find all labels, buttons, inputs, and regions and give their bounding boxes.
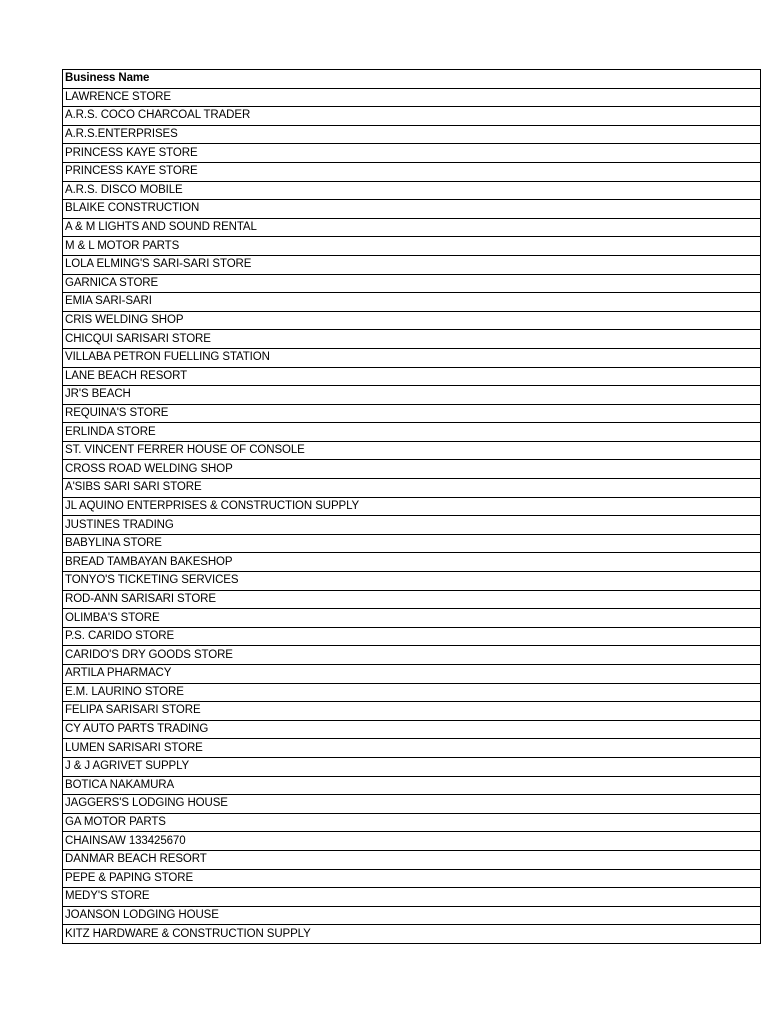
business-name-cell: OLIMBA'S STORE — [63, 609, 761, 628]
table-row — [63, 162, 761, 181]
table-header-row — [63, 70, 761, 89]
business-name-cell: BLAIKE CONSTRUCTION — [63, 200, 761, 219]
business-name-cell: A.R.S. COCO CHARCOAL TRADER — [63, 107, 761, 126]
business-name-cell: KITZ HARDWARE & CONSTRUCTION SUPPLY — [63, 925, 761, 944]
table-row — [63, 348, 761, 367]
business-name-cell: BOTICA NAKAMURA — [63, 776, 761, 795]
table-row — [63, 311, 761, 330]
table-row — [63, 497, 761, 516]
table-row — [63, 516, 761, 535]
table-row — [63, 590, 761, 609]
table-row — [63, 479, 761, 498]
table-row — [63, 665, 761, 684]
business-name-cell: JOANSON LODGING HOUSE — [63, 906, 761, 925]
table-row — [63, 850, 761, 869]
table-row — [63, 441, 761, 460]
business-name-cell: PRINCESS KAYE STORE — [63, 162, 761, 181]
business-name-cell: CARIDO'S DRY GOODS STORE — [63, 646, 761, 665]
table-row — [63, 757, 761, 776]
table-row — [63, 906, 761, 925]
business-name-cell: JL AQUINO ENTERPRISES & CONSTRUCTION SUPPLY — [63, 497, 761, 516]
business-name-cell: ARTILA PHARMACY — [63, 665, 761, 684]
business-name-cell: LUMEN SARISARI STORE — [63, 739, 761, 758]
table-row — [63, 683, 761, 702]
business-name-cell: JR'S BEACH — [63, 386, 761, 405]
table-row — [63, 776, 761, 795]
business-name-cell: TONYO'S TICKETING SERVICES — [63, 572, 761, 591]
table-row — [63, 702, 761, 721]
business-name-cell: LANE BEACH RESORT — [63, 367, 761, 386]
business-name-cell: A'SIBS SARI SARI STORE — [63, 479, 761, 498]
table-row — [63, 386, 761, 405]
business-name-cell: ERLINDA STORE — [63, 423, 761, 442]
business-name-cell: A & M LIGHTS AND SOUND RENTAL — [63, 218, 761, 237]
business-name-cell: CHICQUI SARISARI STORE — [63, 330, 761, 349]
table-row — [63, 534, 761, 553]
table-row — [63, 739, 761, 758]
spreadsheet-page — [62, 69, 761, 944]
table-row — [63, 813, 761, 832]
business-name-cell: JUSTINES TRADING — [63, 516, 761, 535]
table-row — [63, 88, 761, 107]
business-name-cell: CRIS WELDING SHOP — [63, 311, 761, 330]
table-row — [63, 795, 761, 814]
table-row — [63, 646, 761, 665]
business-name-cell: M & L MOTOR PARTS — [63, 237, 761, 256]
business-name-cell: GARNICA STORE — [63, 274, 761, 293]
table-row — [63, 107, 761, 126]
table-row — [63, 423, 761, 442]
table-row — [63, 572, 761, 591]
table-row — [63, 460, 761, 479]
business-name-cell: P.S. CARIDO STORE — [63, 627, 761, 646]
column-header-business-name: Business Name — [63, 70, 761, 89]
business-name-cell: JAGGERS'S LODGING HOUSE — [63, 795, 761, 814]
business-name-cell: ST. VINCENT FERRER HOUSE OF CONSOLE — [63, 441, 761, 460]
business-name-cell: PRINCESS KAYE STORE — [63, 144, 761, 163]
table-row — [63, 553, 761, 572]
business-name-cell: EMIA SARI-SARI — [63, 293, 761, 312]
table-row — [63, 125, 761, 144]
table-row — [63, 293, 761, 312]
table-row — [63, 274, 761, 293]
business-name-cell: CHAINSAW 133425670 — [63, 832, 761, 851]
table-row — [63, 218, 761, 237]
table-row — [63, 367, 761, 386]
business-name-cell: PEPE & PAPING STORE — [63, 869, 761, 888]
table-row — [63, 237, 761, 256]
table-row — [63, 255, 761, 274]
table-row — [63, 200, 761, 219]
business-name-cell: E.M. LAURINO STORE — [63, 683, 761, 702]
business-name-cell: BABYLINA STORE — [63, 534, 761, 553]
business-name-cell: CROSS ROAD WELDING SHOP — [63, 460, 761, 479]
business-name-cell: LOLA ELMING'S SARI-SARI STORE — [63, 255, 761, 274]
business-name-cell: VILLABA PETRON FUELLING STATION — [63, 348, 761, 367]
business-name-cell: LAWRENCE STORE — [63, 88, 761, 107]
business-name-cell: GA MOTOR PARTS — [63, 813, 761, 832]
business-name-table — [62, 69, 761, 944]
business-name-cell: A.R.S.ENTERPRISES — [63, 125, 761, 144]
business-name-cell: DANMAR BEACH RESORT — [63, 850, 761, 869]
business-name-cell: ROD-ANN SARISARI STORE — [63, 590, 761, 609]
table-row — [63, 144, 761, 163]
table-row — [63, 609, 761, 628]
table-row — [63, 404, 761, 423]
table-row — [63, 832, 761, 851]
business-name-cell: BREAD TAMBAYAN BAKESHOP — [63, 553, 761, 572]
table-row — [63, 330, 761, 349]
table-row — [63, 627, 761, 646]
table-body — [63, 88, 761, 943]
business-name-cell: CY AUTO PARTS TRADING — [63, 720, 761, 739]
table-row — [63, 925, 761, 944]
table-row — [63, 181, 761, 200]
table-row — [63, 888, 761, 907]
business-name-cell: REQUINA'S STORE — [63, 404, 761, 423]
business-name-cell: A.R.S. DISCO MOBILE — [63, 181, 761, 200]
table-row — [63, 869, 761, 888]
table-row — [63, 720, 761, 739]
business-name-cell: FELIPA SARISARI STORE — [63, 702, 761, 721]
business-name-cell: J & J AGRIVET SUPPLY — [63, 757, 761, 776]
business-name-cell: MEDY'S STORE — [63, 888, 761, 907]
